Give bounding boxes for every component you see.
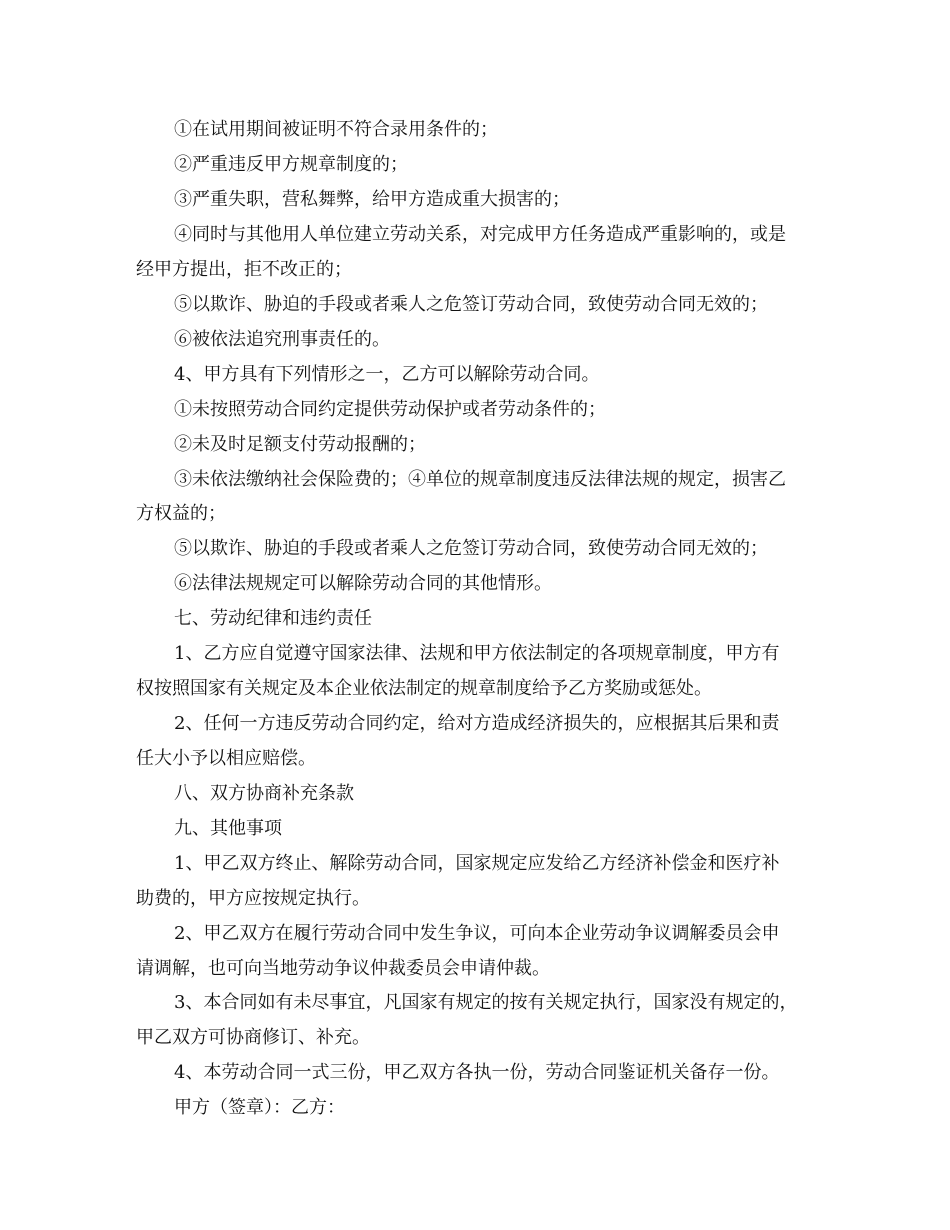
text-line: 2、任何一方违反劳动合同约定，给对方造成经济损失的，应根据其后果和责 (174, 713, 780, 734)
text-line: ⑥法律法规规定可以解除劳动合同的其他情形。 (174, 573, 552, 594)
text-line: 请调解，也可向当地劳动争议仲裁委员会申请仲裁。 (136, 958, 550, 979)
text-line: 方权益的； (136, 503, 226, 524)
text-line: 助费的，甲方应按规定执行。 (136, 888, 370, 909)
section-heading: 八、双方协商补充条款 (174, 783, 354, 804)
text-line: ②未及时足额支付劳动报酬的； (174, 434, 426, 455)
text-line: ①未按照劳动合同约定提供劳动保护或者劳动条件的； (174, 399, 606, 420)
text-line: 经甲方提出，拒不改正的； (136, 259, 352, 280)
section-heading: 七、劳动纪律和违约责任 (174, 608, 372, 629)
text-line: 任大小予以相应赔偿。 (136, 748, 316, 769)
text-line: ⑤以欺诈、胁迫的手段或者乘人之危签订劳动合同，致使劳动合同无效的； (174, 538, 768, 559)
text-line: ③严重失职，营私舞弊，给甲方造成重大损害的； (174, 189, 570, 210)
text-line: 甲乙双方可协商修订、补充。 (136, 1027, 370, 1048)
text-line: 4、本劳动合同一式三份，甲乙双方各执一份，劳动合同鉴证机关备存一份。 (174, 1062, 780, 1083)
text-line: 1、乙方应自觉遵守国家法律、法规和甲方依法制定的各项规章制度，甲方有 (174, 643, 780, 664)
signature-line: 甲方（签章）：乙方： (174, 1097, 345, 1118)
text-line: 4、甲方具有下列情形之一，乙方可以解除劳动合同。 (174, 364, 600, 385)
text-line: 2、甲乙双方在履行劳动合同中发生争议，可向本企业劳动争议调解委员会申 (174, 923, 780, 944)
text-line: ①在试用期间被证明不符合录用条件的； (174, 119, 498, 140)
text-line: ③未依法缴纳社会保险费的；④单位的规章制度违反法律法规的规定，损害乙 (174, 469, 786, 490)
text-line: 3、本合同如有未尽事宜，凡国家有规定的按有关规定执行，国家没有规定的， (174, 992, 798, 1013)
text-line: ②严重违反甲方规章制度的； (174, 154, 408, 175)
text-line: 1、甲乙双方终止、解除劳动合同，国家规定应发给乙方经济补偿金和医疗补 (174, 853, 780, 874)
text-line: ⑥被依法追究刑事责任的。 (174, 329, 390, 350)
section-heading: 九、其他事项 (174, 818, 282, 839)
text-line: ⑤以欺诈、胁迫的手段或者乘人之危签订劳动合同，致使劳动合同无效的； (174, 294, 768, 315)
text-line: 权按照国家有关规定及本企业依法制定的规章制度给予乙方奖励或惩处。 (136, 678, 712, 699)
text-line: ④同时与其他用人单位建立劳动关系，对完成甲方任务造成严重影响的，或是 (174, 224, 786, 245)
